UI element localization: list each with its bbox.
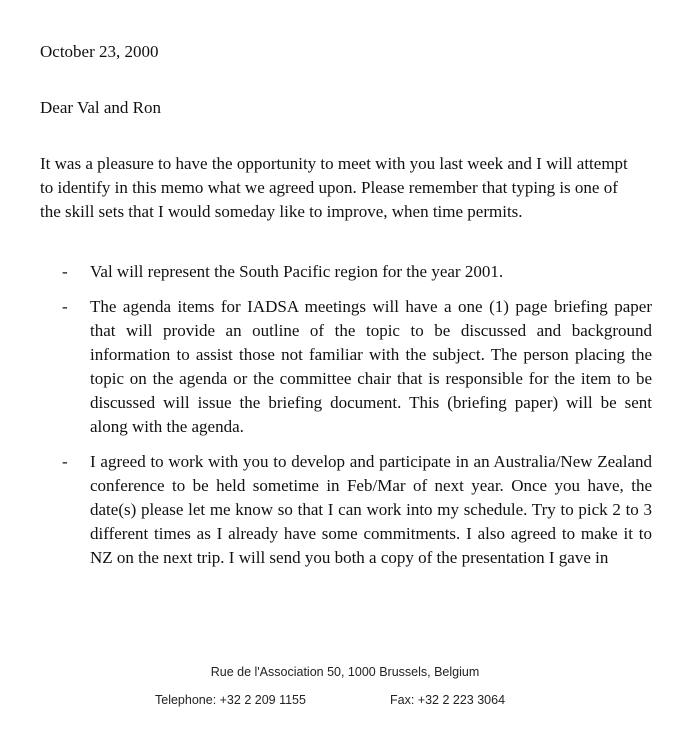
- intro-paragraph: It was a pleasure to have the opportunity to meet with you last week and I will attempt to identify in this memo what we agreed upon. Please remember that typing is one of the skill sets that I would someday like to improve, when time permits.: [40, 154, 628, 221]
- bullet-text: The agenda items for IADSA meetings will have a one (1) page briefing paper that will provide an outline of the topic to be discussed and background information to assist those not familiar with the subject. The person placing the topic on the agenda or the committee chair that is responsible for the item to be discussed will issue the briefing document. This (briefing paper) will be sent along with the agenda.: [90, 297, 652, 436]
- bullet-dash: -: [62, 262, 68, 281]
- list-item: [62, 295, 652, 439]
- footer-address: Rue de l'Association 50, 1000 Brussels, Belgium: [210, 665, 480, 679]
- bullet-dash: -: [62, 297, 68, 316]
- footer-phone: Telephone: +32 2 209 1155: [155, 693, 306, 707]
- bullet-dash: -: [62, 452, 68, 471]
- bullet-text: I agreed to work with you to develop and participate in an Australia/New Zealand conference to be held sometime in Feb/Mar of next year. Once you have, the date(s) please let me know so that I can work into my schedule. Try to pick 2 to 3 different times as I already have some commitments. I also agreed to make it to NZ on the next trip. I will send you both a copy of the presentation I gave in: [90, 452, 652, 567]
- list-item: [62, 260, 652, 284]
- list-item: [62, 450, 652, 570]
- letter-date: October 23, 2000: [40, 42, 159, 61]
- salutation: Dear Val and Ron: [40, 98, 162, 117]
- bullet-list: [62, 260, 652, 581]
- footer-fax: Fax: +32 2 223 3064: [390, 693, 506, 707]
- bullet-text: Val will represent the South Pacific region for the year 2001.: [90, 262, 504, 281]
